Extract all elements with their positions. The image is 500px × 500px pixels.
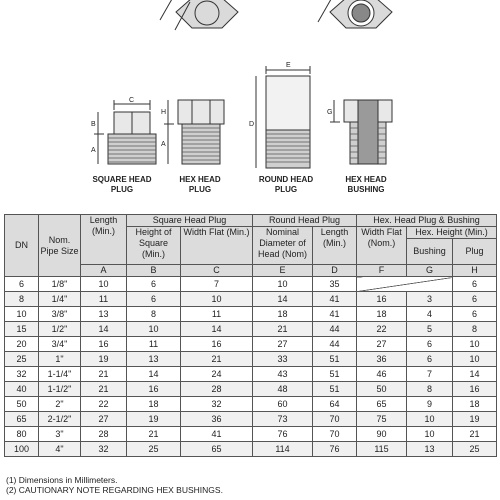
cell-b: 25 xyxy=(127,442,181,457)
cell-e: 60 xyxy=(253,397,313,412)
cell-f: 46 xyxy=(357,367,407,382)
cell-g: 4 xyxy=(407,307,453,322)
cell-nps: 4" xyxy=(39,442,81,457)
header-letter-a: A xyxy=(81,265,127,277)
cell-g: 10 xyxy=(407,412,453,427)
dim-b-label: B xyxy=(91,121,96,128)
cell-d: 51 xyxy=(313,367,357,382)
cell-c: 7 xyxy=(181,277,253,292)
cell-b: 6 xyxy=(127,292,181,307)
cell-f: 36 xyxy=(357,352,407,367)
cell-g: 10 xyxy=(407,427,453,442)
cell-dn: 25 xyxy=(5,352,39,367)
cell-d: 51 xyxy=(313,382,357,397)
cell-b: 11 xyxy=(127,337,181,352)
hex-head-label-2: PLUG xyxy=(188,185,212,194)
cell-c: 32 xyxy=(181,397,253,412)
cell-e: 33 xyxy=(253,352,313,367)
cell-h: 25 xyxy=(453,442,497,457)
cell-e: 10 xyxy=(253,277,313,292)
header-letter-e: E xyxy=(253,265,313,277)
cell-g: 9 xyxy=(407,397,453,412)
cell-h: 6 xyxy=(453,307,497,322)
square-head-label-2: PLUG xyxy=(110,185,134,194)
cell-e: 114 xyxy=(253,442,313,457)
cell-dn: 50 xyxy=(5,397,39,412)
cell-nps: 1" xyxy=(39,352,81,367)
cell-c: 16 xyxy=(181,337,253,352)
cell-f: 65 xyxy=(357,397,407,412)
header-width-flat-nom: Width Flat (Nom.) xyxy=(357,227,407,265)
dim-g-label: G xyxy=(327,109,333,116)
table-row xyxy=(5,442,497,457)
hex-top-view xyxy=(160,0,238,30)
cell-dn: 40 xyxy=(5,382,39,397)
cell-h: 18 xyxy=(453,397,497,412)
cell-a: 13 xyxy=(81,307,127,322)
cell-d: 64 xyxy=(313,397,357,412)
header-round-head-plug: Round Head Plug xyxy=(253,215,357,227)
cell-nps: 2-1/2" xyxy=(39,412,81,427)
cell-h: 21 xyxy=(453,427,497,442)
cell-dn: 80 xyxy=(5,427,39,442)
table-row xyxy=(5,427,497,442)
round-head-label-1: ROUND HEAD xyxy=(258,175,314,184)
header-letter-b: B xyxy=(127,265,181,277)
header-square-head-plug: Square Head Plug xyxy=(127,215,253,227)
cell-g: 7 xyxy=(407,367,453,382)
cell-c: 36 xyxy=(181,412,253,427)
dim-d-label: D xyxy=(249,121,255,128)
cell-a: 11 xyxy=(81,292,127,307)
header-length-min: Length (Min.) xyxy=(313,227,357,265)
dim-a2-label: A xyxy=(161,141,166,148)
header-letter-f: F xyxy=(357,265,407,277)
cell-a: 28 xyxy=(81,427,127,442)
table-row xyxy=(5,277,497,292)
cell-a: 22 xyxy=(81,397,127,412)
cell-h: 19 xyxy=(453,412,497,427)
cell-a: 32 xyxy=(81,442,127,457)
header-letter-c: C xyxy=(181,265,253,277)
header-nominal-pipe-size: Nom. Pipe Size xyxy=(39,215,81,277)
dimensions-table xyxy=(4,214,497,457)
cell-dn: 65 xyxy=(5,412,39,427)
cell-c: 21 xyxy=(181,352,253,367)
cell-d: 41 xyxy=(313,307,357,322)
hex-head-plug-figure xyxy=(164,100,224,164)
cell-c: 41 xyxy=(181,427,253,442)
cell-a: 10 xyxy=(81,277,127,292)
cell-a: 14 xyxy=(81,322,127,337)
hex-bushing-label-2: BUSHING xyxy=(347,185,385,194)
table-row xyxy=(5,412,497,427)
cell-nps: 1/8" xyxy=(39,277,81,292)
cell-d: 76 xyxy=(313,442,357,457)
round-head-label-2: PLUG xyxy=(274,185,298,194)
cell-e: 18 xyxy=(253,307,313,322)
cell-h: 6 xyxy=(453,292,497,307)
dim-e-label: E xyxy=(286,62,291,69)
cell-g: 6 xyxy=(407,337,453,352)
cell-nps: 1/2" xyxy=(39,322,81,337)
table-row xyxy=(5,307,497,322)
cell-dn: 32 xyxy=(5,367,39,382)
cell-dn: 8 xyxy=(5,292,39,307)
bushing-top-view xyxy=(318,0,392,28)
cell-a: 21 xyxy=(81,367,127,382)
cell-f: 22 xyxy=(357,322,407,337)
cell-g: 5 xyxy=(407,322,453,337)
cell-b: 21 xyxy=(127,427,181,442)
cell-g: 8 xyxy=(407,382,453,397)
cell-g: 6 xyxy=(407,352,453,367)
header-dn: DN xyxy=(5,215,39,277)
cell-h: 8 xyxy=(453,322,497,337)
cell-c: 11 xyxy=(181,307,253,322)
cell-dn: 10 xyxy=(5,307,39,322)
hex-head-bushing-figure xyxy=(330,100,392,164)
cell-h: 16 xyxy=(453,382,497,397)
cell-not-applicable xyxy=(357,277,453,292)
cell-d: 51 xyxy=(313,352,357,367)
square-head-label-1: SQUARE HEAD xyxy=(92,175,152,184)
cell-c: 10 xyxy=(181,292,253,307)
cell-b: 16 xyxy=(127,382,181,397)
table-row xyxy=(5,352,497,367)
header-letter-h: H xyxy=(453,265,497,277)
footnote-1: (1) Dimensions in Millimeters. xyxy=(6,475,118,485)
cell-d: 41 xyxy=(313,292,357,307)
header-hex-head-plug-bushing: Hex. Head Plug & Bushing xyxy=(357,215,497,227)
cell-b: 8 xyxy=(127,307,181,322)
cell-e: 73 xyxy=(253,412,313,427)
cell-e: 43 xyxy=(253,367,313,382)
cell-g: 3 xyxy=(407,292,453,307)
header-length: Length (Min.) xyxy=(81,215,127,265)
cell-dn: 100 xyxy=(5,442,39,457)
header-bushing: Bushing xyxy=(407,239,453,265)
cell-f: 75 xyxy=(357,412,407,427)
cell-f: 50 xyxy=(357,382,407,397)
cell-nps: 3/4" xyxy=(39,337,81,352)
dim-a-label: A xyxy=(91,147,96,154)
cell-b: 18 xyxy=(127,397,181,412)
cell-d: 70 xyxy=(313,427,357,442)
cell-c: 65 xyxy=(181,442,253,457)
table-row xyxy=(5,367,497,382)
header-letter-d: D xyxy=(313,265,357,277)
header-height-of-square: Height of Square (Min.) xyxy=(127,227,181,265)
header-hex-height: Hex. Height (Min.) xyxy=(407,227,497,239)
cell-nps: 1/4" xyxy=(39,292,81,307)
cell-e: 21 xyxy=(253,322,313,337)
cell-d: 44 xyxy=(313,337,357,352)
cell-d: 35 xyxy=(313,277,357,292)
header-width-flat-min: Width Flat (Min.) xyxy=(181,227,253,265)
cell-h: 14 xyxy=(453,367,497,382)
cell-g: 13 xyxy=(407,442,453,457)
footnotes xyxy=(6,475,223,495)
header-plug: Plug xyxy=(453,239,497,265)
cell-b: 19 xyxy=(127,412,181,427)
cell-b: 6 xyxy=(127,277,181,292)
cell-h: 10 xyxy=(453,337,497,352)
cell-a: 27 xyxy=(81,412,127,427)
round-head-plug-figure xyxy=(256,66,310,168)
cell-c: 14 xyxy=(181,322,253,337)
cell-e: 27 xyxy=(253,337,313,352)
cell-dn: 6 xyxy=(5,277,39,292)
cell-nps: 2" xyxy=(39,397,81,412)
table-row xyxy=(5,292,497,307)
cell-e: 76 xyxy=(253,427,313,442)
cell-nps: 1-1/2" xyxy=(39,382,81,397)
fittings-drawing xyxy=(0,0,500,214)
square-head-plug-figure xyxy=(94,100,156,164)
cell-f: 90 xyxy=(357,427,407,442)
cell-h: 10 xyxy=(453,352,497,367)
cell-e: 14 xyxy=(253,292,313,307)
cell-h: 6 xyxy=(453,277,497,292)
table-row xyxy=(5,397,497,412)
header-letter-g: G xyxy=(407,265,453,277)
cell-f: 16 xyxy=(357,292,407,307)
cell-e: 48 xyxy=(253,382,313,397)
cell-nps: 1-1/4" xyxy=(39,367,81,382)
cell-b: 14 xyxy=(127,367,181,382)
table-row xyxy=(5,382,497,397)
cell-c: 24 xyxy=(181,367,253,382)
table-row xyxy=(5,337,497,352)
cell-d: 44 xyxy=(313,322,357,337)
cell-b: 13 xyxy=(127,352,181,367)
cell-dn: 20 xyxy=(5,337,39,352)
header-nominal-diameter: Nominal Diameter of Head (Nom) xyxy=(253,227,313,265)
table-row xyxy=(5,322,497,337)
cell-f: 18 xyxy=(357,307,407,322)
cell-dn: 15 xyxy=(5,322,39,337)
cell-f: 27 xyxy=(357,337,407,352)
dim-c-label: C xyxy=(129,97,135,104)
cell-nps: 3/8" xyxy=(39,307,81,322)
cell-a: 19 xyxy=(81,352,127,367)
cell-b: 10 xyxy=(127,322,181,337)
hex-head-label-1: HEX HEAD xyxy=(179,175,221,184)
cell-d: 70 xyxy=(313,412,357,427)
cell-nps: 3" xyxy=(39,427,81,442)
dim-h-label: H xyxy=(161,109,167,116)
cell-a: 16 xyxy=(81,337,127,352)
cell-a: 21 xyxy=(81,382,127,397)
cell-c: 28 xyxy=(181,382,253,397)
hex-bushing-label-1: HEX HEAD xyxy=(345,175,387,184)
footnote-2: (2) CAUTIONARY NOTE REGARDING HEX BUSHINGS. xyxy=(6,485,223,495)
cell-f: 115 xyxy=(357,442,407,457)
